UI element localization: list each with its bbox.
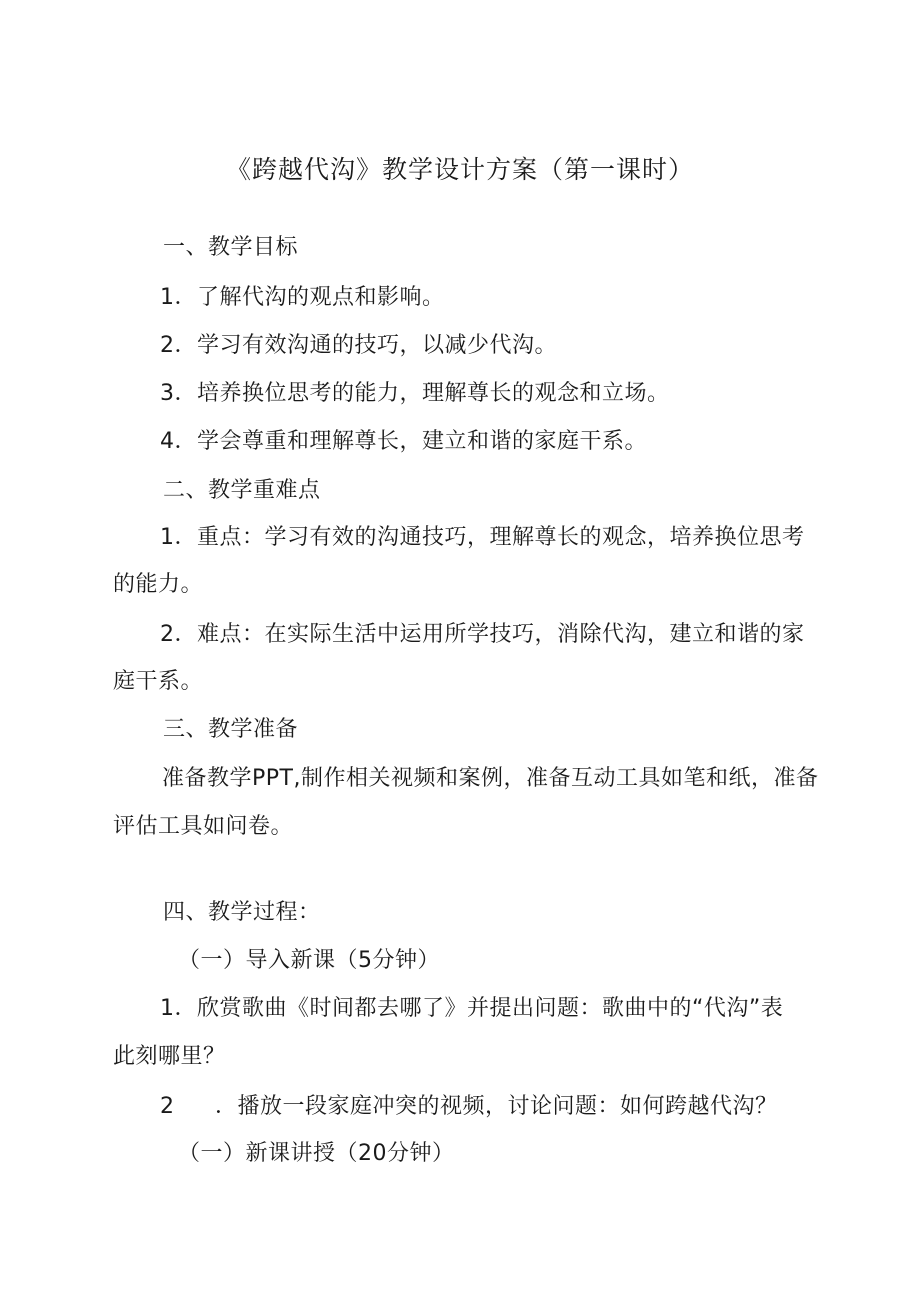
process-new-lesson-heading: （一）新课讲授（20分钟） (178, 1141, 455, 1166)
section-heading-preparation: 三、教学准备 (163, 717, 299, 742)
key-point-difficulty-line-1: 2．难点：在实际生活中运用所学技巧，消除代沟，建立和谐的家 (160, 622, 805, 647)
key-point-focus-line-1: 1．重点：学习有效的沟通技巧，理解尊长的观念，培养换位思考 (160, 525, 805, 550)
objective-item-4: 4．学会尊重和理解尊长，建立和谐的家庭干系。 (160, 429, 647, 454)
objective-item-1: 1．了解代沟的观点和影响。 (160, 285, 445, 310)
objective-item-2: 2．学习有效沟通的技巧，以减少代沟。 (160, 333, 557, 358)
preparation-line-2: 评估工具如问卷。 (113, 814, 294, 839)
process-intro-item-2-number: 2 (160, 1094, 175, 1119)
process-intro-item-1-line-1: 1．欣赏歌曲《时间都去哪了》并提出问题：歌曲中的“代沟”表 (160, 996, 784, 1021)
objective-item-3: 3．培养换位思考的能力，理解尊长的观念和立场。 (160, 381, 670, 406)
key-point-focus-line-2: 的能力。 (113, 572, 204, 597)
section-heading-key-points: 二、教学重难点 (163, 478, 321, 503)
process-intro-heading: （一）导入新课（5分钟） (178, 948, 440, 973)
document-title: 《跨越代沟》教学设计方案（第一课时） (225, 155, 694, 184)
process-intro-item-2-text: ．播放一段家庭冲突的视频，讨论问题：如何跨越代沟？ (215, 1094, 778, 1119)
section-heading-process: 四、教学过程： (163, 900, 321, 925)
process-intro-item-1-line-2: 此刻哪里？ (113, 1044, 226, 1069)
preparation-line-1: 准备教学PPT,制作相关视频和案例，准备互动工具如笔和纸，准备 (162, 766, 819, 791)
key-point-difficulty-line-2: 庭干系。 (113, 669, 204, 694)
section-heading-objectives: 一、教学目标 (163, 235, 299, 260)
